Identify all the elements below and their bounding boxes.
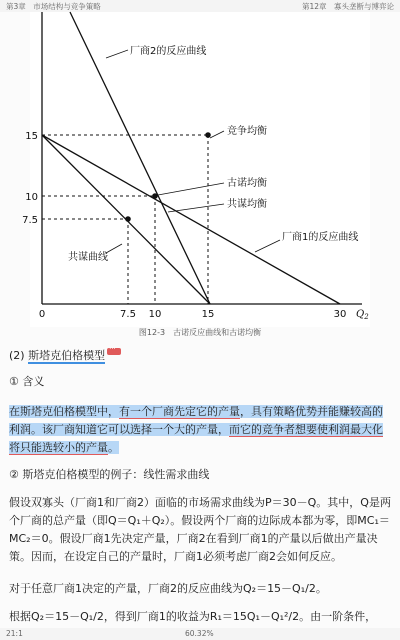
header-chapter-right: 第12章 寡头垄断与博弈论 [301, 2, 394, 11]
competitive-equilibrium-label: 竞争均衡 [227, 126, 267, 137]
collusion-label-leader [106, 244, 122, 253]
collusive-equilibrium-point [125, 216, 131, 222]
firm2-label-leader [106, 50, 128, 58]
y-tick-10: 10 [25, 192, 38, 203]
collusion-curve-label: 共谋曲线 [68, 252, 108, 263]
cournot-label-leader [158, 183, 224, 195]
y-tick-7.5: 7.5 [22, 215, 38, 226]
reader-bottom-bar [0, 628, 400, 640]
highlight-seg3: ，具有策略优势并能赚较高的利润。该厂商知道它可以选择一个大的产量， [9, 405, 383, 436]
firm1-curve-label: 厂商1的反应曲线 [282, 232, 359, 243]
x-axis-label: $Q_2$ [356, 309, 369, 321]
competitive-equilibrium-point [205, 132, 211, 138]
figure-caption: 图12-3 古诺反应曲线和古诺均衡 [138, 328, 262, 337]
highlight-seg4: 而它的竞争者想要使利润最大化将只能选较小的产量 [9, 423, 383, 454]
x-tick-7.5: 7.5 [120, 309, 136, 320]
subheading-meaning: ① 含义 [9, 375, 45, 388]
reading-progress: 60.32% [185, 629, 214, 638]
reaction-curve-figure [22, 12, 370, 327]
highlight-seg2: 有一个厂商先定它的产量 [119, 405, 240, 418]
firm2-curve-label: 厂商2的反应曲线 [130, 46, 207, 57]
header-chapter-left: 第3章 市场结构与竞争策略 [6, 2, 101, 11]
x-tick-10: 10 [148, 309, 162, 320]
paragraph-assumptions: 假设双寡头（厂商1和厂商2）面临的市场需求曲线为P＝30－Q。其中，Q是两个厂商的总产量（即Q＝Q₁＋Q₂）。假设两个厂商的边际成本都为零，即MC₁＝MC₂＝0。假设厂商1先决定产量，厂商2在看到厂商1的产量以后做出产量决策。因而，在设定自己的产量时，厂商1必须考虑厂商2会如何反应。 [9, 496, 391, 563]
highlight-seg1: 在斯塔克伯格模型中， [9, 405, 119, 418]
section-heading [9, 347, 392, 364]
cournot-equilibrium-point [152, 193, 158, 199]
section-title: 斯塔克伯格模型 [28, 349, 106, 362]
x-tick-15: 15 [201, 309, 215, 320]
x-tick-0: 0 [38, 309, 46, 320]
highlighted-paragraph[interactable] [9, 403, 392, 457]
x-tick-30: 30 [333, 309, 347, 320]
subheading-example: ② 斯塔克伯格模型的例子：线性需求曲线 [9, 468, 210, 481]
note-badge-icon[interactable] [107, 348, 121, 355]
reaction-curve-svg [22, 12, 370, 327]
highlight-seg5: 。 [108, 441, 119, 454]
paragraph-reaction: 对于任意厂商1决定的产量，厂商2的反应曲线为Q₂＝15－Q₁/2。 [9, 582, 327, 595]
paragraph-revenue: 根据Q₂＝15－Q₁/2，得到厂商1的收益为R₁＝15Q₁－Q₁²/2。由一阶条件， [9, 610, 377, 623]
competitive-label-leader [210, 131, 224, 138]
collusive-equilibrium-label: 共谋均衡 [227, 199, 267, 210]
y-tick-15: 15 [25, 131, 38, 142]
firm1-label-leader [255, 240, 280, 252]
footer-time: 21:1 [6, 629, 23, 638]
collusive-label-leader [168, 204, 224, 212]
section-number: (2) [9, 349, 25, 362]
reader-status-bar [0, 0, 400, 12]
cournot-equilibrium-label: 古诺均衡 [227, 178, 267, 189]
